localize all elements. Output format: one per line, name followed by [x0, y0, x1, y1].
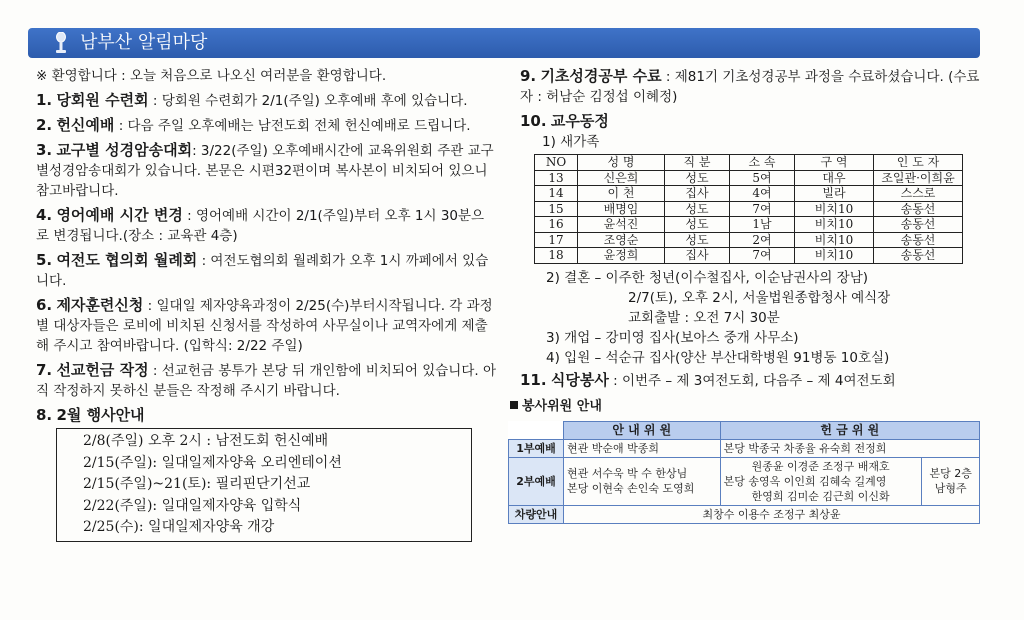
item-number: 9.: [520, 67, 537, 85]
item-number: 1.: [36, 91, 53, 109]
hospital-news: 4) 입원 – 석순규 집사(양산 부산대학병원 91병동 10호실): [546, 349, 890, 366]
table-header-row: [535, 155, 963, 171]
microphone-icon: [54, 32, 68, 54]
item-number: 10.: [520, 112, 547, 130]
item-text: : 이번주 – 제 3여전도회, 다음주 – 제 4여전도회: [608, 372, 896, 389]
column-header: 소 속: [730, 155, 795, 171]
cell-line: 원종윤 이경준 조정구 배재호: [751, 459, 890, 473]
service-table: [508, 421, 980, 524]
notice-item-2: [36, 115, 496, 136]
schedule-box: [56, 428, 472, 542]
column-header: 안 내 위 원: [564, 421, 721, 439]
table-cell: 스스로: [874, 186, 963, 202]
table-row: [509, 457, 980, 505]
table-row: [535, 217, 963, 233]
notice-item-3: [36, 140, 496, 201]
table-cell: 대우: [795, 170, 874, 186]
column-header: NO: [535, 155, 578, 171]
column-header: 성 명: [578, 155, 665, 171]
schedule-line: 2/15(주일): 일대일제자양육 오리엔테이션: [83, 454, 342, 471]
item-title: 식당봉사: [550, 370, 609, 389]
schedule-line: 2/22(주일): 일대일제자양육 입학식: [83, 497, 302, 514]
table-cell: 16: [535, 217, 578, 233]
table-cell: 성도: [665, 170, 730, 186]
item-text: : 선교헌금 봉투가 본당 뒤 개인함에 비치되어 있습니다. 아직 작정하지 못하신 분들은 작정해 주시기 바랍니다.: [36, 363, 497, 399]
item-title: 제자훈련신청: [56, 296, 144, 314]
item-number: 2.: [36, 116, 53, 134]
column-header: 인 도 자: [874, 155, 963, 171]
row-header: 1부예배: [509, 439, 564, 457]
table-cell: 송동선: [874, 217, 963, 233]
table-cell: 2여: [730, 232, 795, 248]
table-cell: 윤석진: [578, 217, 665, 233]
table-cell: 윤정희: [578, 248, 665, 264]
table-cell: 7여: [730, 201, 795, 217]
table-cell: 비치10: [795, 201, 874, 217]
table-cell: 조일관·이희윤: [874, 170, 963, 186]
item-text: : 영어예배 시간이 2/1(주일)부터 오후 1시 30분으로 변경됩니다.(장소 : 교육관 4층): [36, 208, 485, 244]
notice-item-5: [36, 250, 496, 291]
item-title: 영어예배 시간 변경: [56, 206, 183, 224]
row-header: 2부예배: [509, 457, 564, 505]
item-title: 선교헌금 작정: [56, 361, 149, 379]
table-cell: 이 천: [578, 186, 665, 202]
table-row: [535, 248, 963, 264]
table-cell: 7여: [730, 248, 795, 264]
table-cell: 최창수 이용수 조정구 최상윤: [564, 505, 980, 523]
table-row: [509, 505, 980, 523]
item-number: 8.: [36, 406, 53, 424]
column-header: 직 분: [665, 155, 730, 171]
new-family-table: [534, 154, 963, 264]
table-cell: 성도: [665, 201, 730, 217]
notice-item-11: [520, 370, 990, 391]
item-text: : 일대일 제자양육과정이 2/25(수)부터시작됩니다. 각 과정별 대상자들은 로비에 비치된 신청서를 작성하여 사무실이나 교역자에게 제출해 주시고 참여바랍니다. (입학식: 2/22 주일): [36, 298, 493, 354]
table-cell: 신은희: [578, 170, 665, 186]
notice-item-6: [36, 295, 496, 356]
opening-news: 3) 개업 – 강미영 집사(보아스 중개 사무소): [546, 329, 799, 346]
empty-corner-cell: [509, 421, 564, 439]
cell-line: 한영희 김미순 김근희 이신화: [751, 489, 890, 503]
item-title: 기초성경공부 수료: [540, 67, 662, 85]
column-header: 구 역: [795, 155, 874, 171]
item-text: : 여전도협의회 월례회가 오후 1시 까페에서 있습니다.: [36, 253, 489, 289]
notice-item-10: [520, 111, 990, 132]
table-row: [535, 232, 963, 248]
schedule-line: 2/8(주일) 오후 2시 : 남전도회 헌신예배: [83, 433, 329, 449]
square-bullet-icon: [510, 401, 518, 409]
table-cell: 현관 박순애 박종희: [564, 439, 721, 457]
table-cell: 17: [535, 232, 578, 248]
table-cell: 빌라: [795, 186, 874, 202]
item-number: 11.: [520, 370, 547, 389]
left-column: [36, 66, 496, 542]
welcome-text: ※ 환영합니다 : 오늘 처음으로 나오신 여러분을 환영합니다.: [36, 68, 387, 84]
service-title: [510, 397, 990, 417]
item-title: 여전도 협의회 월례회: [56, 251, 198, 269]
notice-item-1: [36, 90, 496, 111]
cell-line: 본당 이현숙 손인숙 도영희: [567, 482, 695, 495]
table-cell: 비치10: [795, 217, 874, 233]
table-cell: 성도: [665, 232, 730, 248]
table-cell: 13: [535, 170, 578, 186]
table-cell: 배명임: [578, 201, 665, 217]
table-row: [509, 439, 980, 457]
table-cell: 18: [535, 248, 578, 264]
table-cell: 성도: [665, 217, 730, 233]
schedule-line: 2/15(주일)~21(토): 필리핀단기선교: [83, 476, 311, 492]
table-cell: 비치10: [795, 232, 874, 248]
notice-item-9: [520, 66, 990, 107]
table-cell: 집사: [665, 186, 730, 202]
table-cell: 4여: [730, 186, 795, 202]
schedule-line: 2/25(수): 일대일제자양육 개강: [83, 519, 275, 535]
header-title: 남부산 알림마당: [80, 32, 208, 53]
item-title: 헌신예배: [56, 116, 115, 134]
section-header: [28, 28, 980, 58]
item-number: 7.: [36, 361, 53, 379]
item-number: 5.: [36, 251, 53, 269]
cell-line: 본당 2층: [929, 467, 972, 480]
item-title: 교우동정: [550, 112, 609, 130]
item-number: 4.: [36, 206, 53, 224]
table-row: [535, 201, 963, 217]
table-cell: [922, 457, 980, 505]
row-header: 차량안내: [509, 505, 564, 523]
new-family-label: 1) 새가족: [542, 134, 600, 150]
table-cell: [564, 457, 721, 505]
column-header: 헌 금 위 원: [720, 421, 979, 439]
cell-line: 현관 서수욱 박 수 한상님: [567, 467, 688, 480]
notice-item-8: [36, 405, 496, 426]
marriage-departure: 교회출발 : 오전 7시 30분: [628, 309, 780, 326]
table-row: [535, 170, 963, 186]
table-cell: 조영순: [578, 232, 665, 248]
cell-line: 남형주: [934, 482, 967, 495]
notice-item-4: [36, 205, 496, 246]
table-cell: 5여: [730, 170, 795, 186]
table-cell: 14: [535, 186, 578, 202]
right-column: [514, 66, 990, 524]
item-text: : 당회원 수련회가 2/1(주일) 오후예배 후에 있습니다.: [148, 93, 468, 109]
marriage-news: 2) 결혼 – 이주한 청년(이수철집사, 이순남권사의 장남): [546, 269, 868, 286]
notice-item-7: [36, 360, 496, 401]
table-cell: 송동선: [874, 232, 963, 248]
table-cell: 본당 박종국 차종율 유숙희 전정희: [720, 439, 979, 457]
item-text: : 3/22(주일) 오후예배시간에 교육위원회 주관 교구별성경암송대회가 있습니다. 본문은 시편32편이며 복사본이 비치되어 있으니 참고바랍니다.: [36, 143, 494, 199]
table-row: [535, 186, 963, 202]
table-cell: [720, 457, 922, 505]
item-number: 3.: [36, 141, 53, 159]
table-cell: 15: [535, 201, 578, 217]
table-cell: 송동선: [874, 201, 963, 217]
item-title: 교구별 성경암송대회: [56, 141, 193, 159]
marriage-detail: 2/7(토), 오후 2시, 서울법원종합청사 예식장: [628, 289, 891, 306]
table-cell: 비치10: [795, 248, 874, 264]
table-cell: 1남: [730, 217, 795, 233]
item-text: : 제81기 기초성경공부 과정을 수료하셨습니다. (수료자 : 허남순 김정섭 이혜정): [520, 69, 980, 105]
cell-line: 본당 송영옥 이인희 김혜숙 길계영: [723, 474, 887, 488]
item-text: : 다음 주일 오후예배는 남전도회 전체 헌신예배로 드립니다.: [114, 118, 471, 134]
table-header-row: [509, 421, 980, 439]
table-cell: 집사: [665, 248, 730, 264]
service-title-text: 봉사위원 안내: [522, 398, 602, 414]
item-title: 당회원 수련회: [56, 91, 149, 109]
item-title: 2월 행사안내: [56, 406, 145, 424]
table-cell: 송동선: [874, 248, 963, 264]
item-number: 6.: [36, 296, 53, 314]
